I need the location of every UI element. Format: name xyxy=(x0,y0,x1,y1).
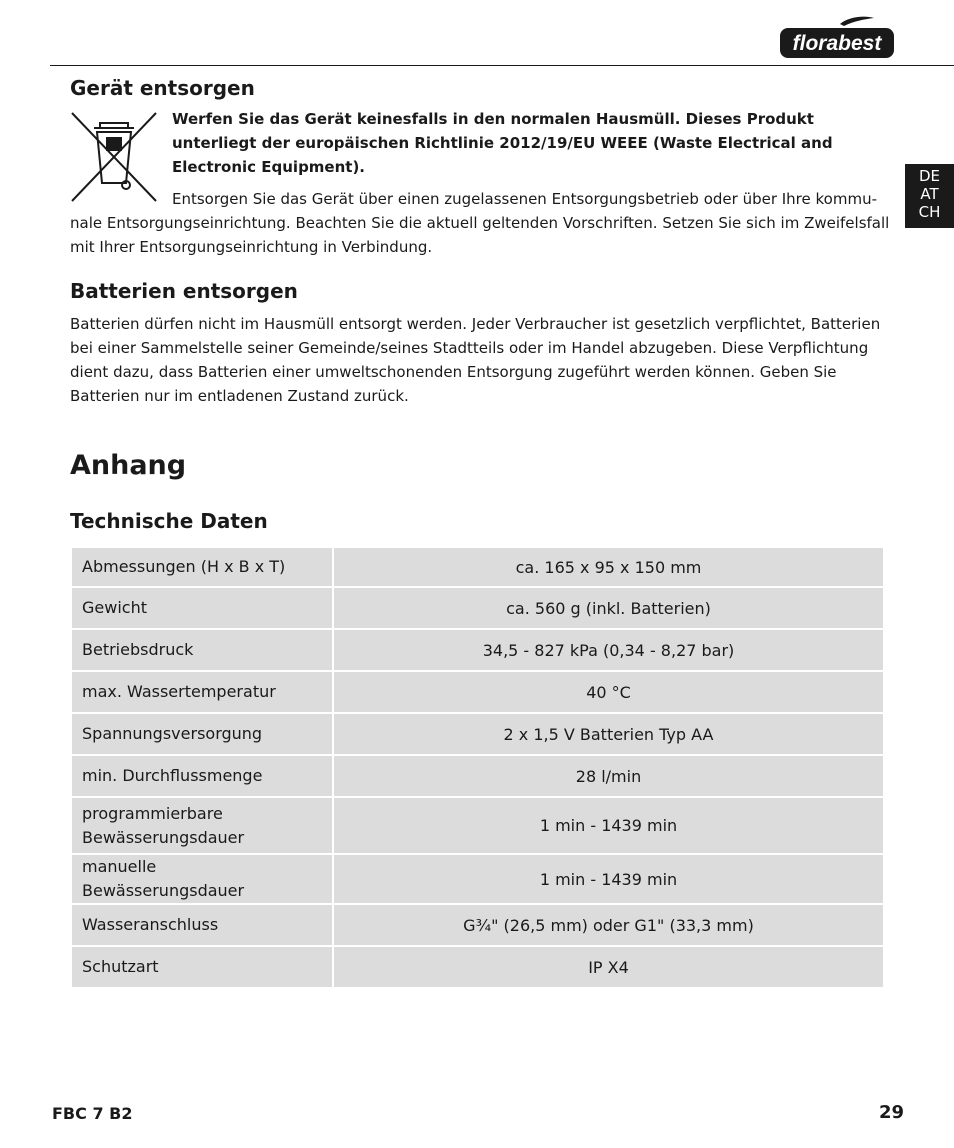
spec-value: G¾" (26,5 mm) oder G1" (33,3 mm) xyxy=(334,905,883,945)
table-row xyxy=(72,714,883,754)
spec-value: ca. 165 x 95 x 150 mm xyxy=(334,548,883,586)
lang-ch: CH xyxy=(918,203,941,221)
page-number: 29 xyxy=(879,1102,905,1123)
section-title-disposal: Gerät entsorgen xyxy=(70,76,255,100)
disposal-body-line: mit Ihrer Entsorgungseinrichtung in Verbindung. xyxy=(70,238,433,256)
crossed-out-wheelie-bin-icon xyxy=(70,111,158,203)
table-row xyxy=(72,855,883,903)
footer-model: FBC 7 B2 xyxy=(52,1104,133,1123)
spec-key: manuelle Bewässerungsdauer xyxy=(72,855,332,903)
table-row xyxy=(72,756,883,796)
warning-line: Werfen Sie das Gerät keinesfalls in den normalen Hausmüll. Dieses Produkt xyxy=(172,110,814,128)
page-title-appendix: Anhang xyxy=(70,450,187,481)
spec-value: 1 min - 1439 min xyxy=(334,798,883,853)
warning-line: Electronic Equipment). xyxy=(172,158,366,176)
brand-text: florabest xyxy=(792,32,882,55)
header-rule xyxy=(50,65,954,66)
table-row xyxy=(72,548,883,586)
spec-key-line: programmierbare xyxy=(82,803,223,823)
spec-value: 28 l/min xyxy=(334,756,883,796)
table-row xyxy=(72,588,883,628)
batteries-line: Batterien nur im entladenen Zustand zurück. xyxy=(70,387,409,405)
spec-key-line: Bewässerungsdauer xyxy=(82,827,245,847)
table-row xyxy=(72,798,883,853)
table-row xyxy=(72,630,883,670)
disposal-body-line: Entsorgen Sie das Gerät über einen zugelassenen Entsorgungsbetrieb oder über Ihre kommu- xyxy=(172,190,877,208)
spec-key: Abmessungen (H x B x T) xyxy=(72,548,332,586)
florabest-logo xyxy=(778,14,896,60)
spec-key: Schutzart xyxy=(72,947,332,987)
disposal-warning xyxy=(172,107,833,179)
spec-key: Spannungsversorgung xyxy=(72,714,332,754)
spec-key: Betriebsdruck xyxy=(72,630,332,670)
spec-value: 2 x 1,5 V Batterien Typ AA xyxy=(334,714,883,754)
table-row xyxy=(72,905,883,945)
language-tab xyxy=(905,164,954,228)
table-row xyxy=(72,672,883,712)
spec-value: 40 °C xyxy=(334,672,883,712)
spec-value: ca. 560 g (inkl. Batterien) xyxy=(334,588,883,628)
spec-value: 34,5 - 827 kPa (0,34 - 8,27 bar) xyxy=(334,630,883,670)
batteries-line: bei einer Sammelstelle seiner Gemeinde/seines Stadtteils oder im Handel abzugeben. Diese Verpflichtung xyxy=(70,339,869,357)
lang-de: DE xyxy=(918,167,941,185)
section-title-specs: Technische Daten xyxy=(70,509,268,533)
table-row xyxy=(72,947,883,987)
spec-value: 1 min - 1439 min xyxy=(334,855,883,903)
specs-table xyxy=(70,546,885,989)
spec-key: min. Durchflussmenge xyxy=(72,756,332,796)
batteries-body xyxy=(70,312,880,408)
section-title-batteries: Batterien entsorgen xyxy=(70,279,298,303)
spec-key: Gewicht xyxy=(72,588,332,628)
spec-key: Wasseranschluss xyxy=(72,905,332,945)
batteries-line: Batterien dürfen nicht im Hausmüll entsorgt werden. Jeder Verbraucher ist gesetzlich verpflichtet, Batterien xyxy=(70,315,881,333)
spec-key: max. Wassertemperatur xyxy=(72,672,332,712)
spec-value: IP X4 xyxy=(334,947,883,987)
lang-at: AT xyxy=(920,185,939,203)
disposal-body-line: nale Entsorgungseinrichtung. Beachten Sie die aktuell geltenden Vorschriften. Setzen Sie sich im Zweifelsfall xyxy=(70,214,890,232)
spec-key xyxy=(72,798,332,853)
batteries-line: dient dazu, dass Batterien einer umweltschonenden Entsorgung zugeführt werden können. Geben Sie xyxy=(70,363,837,381)
warning-line: unterliegt der europäischen Richtlinie 2012/19/EU WEEE (Waste Electrical and xyxy=(172,134,833,152)
